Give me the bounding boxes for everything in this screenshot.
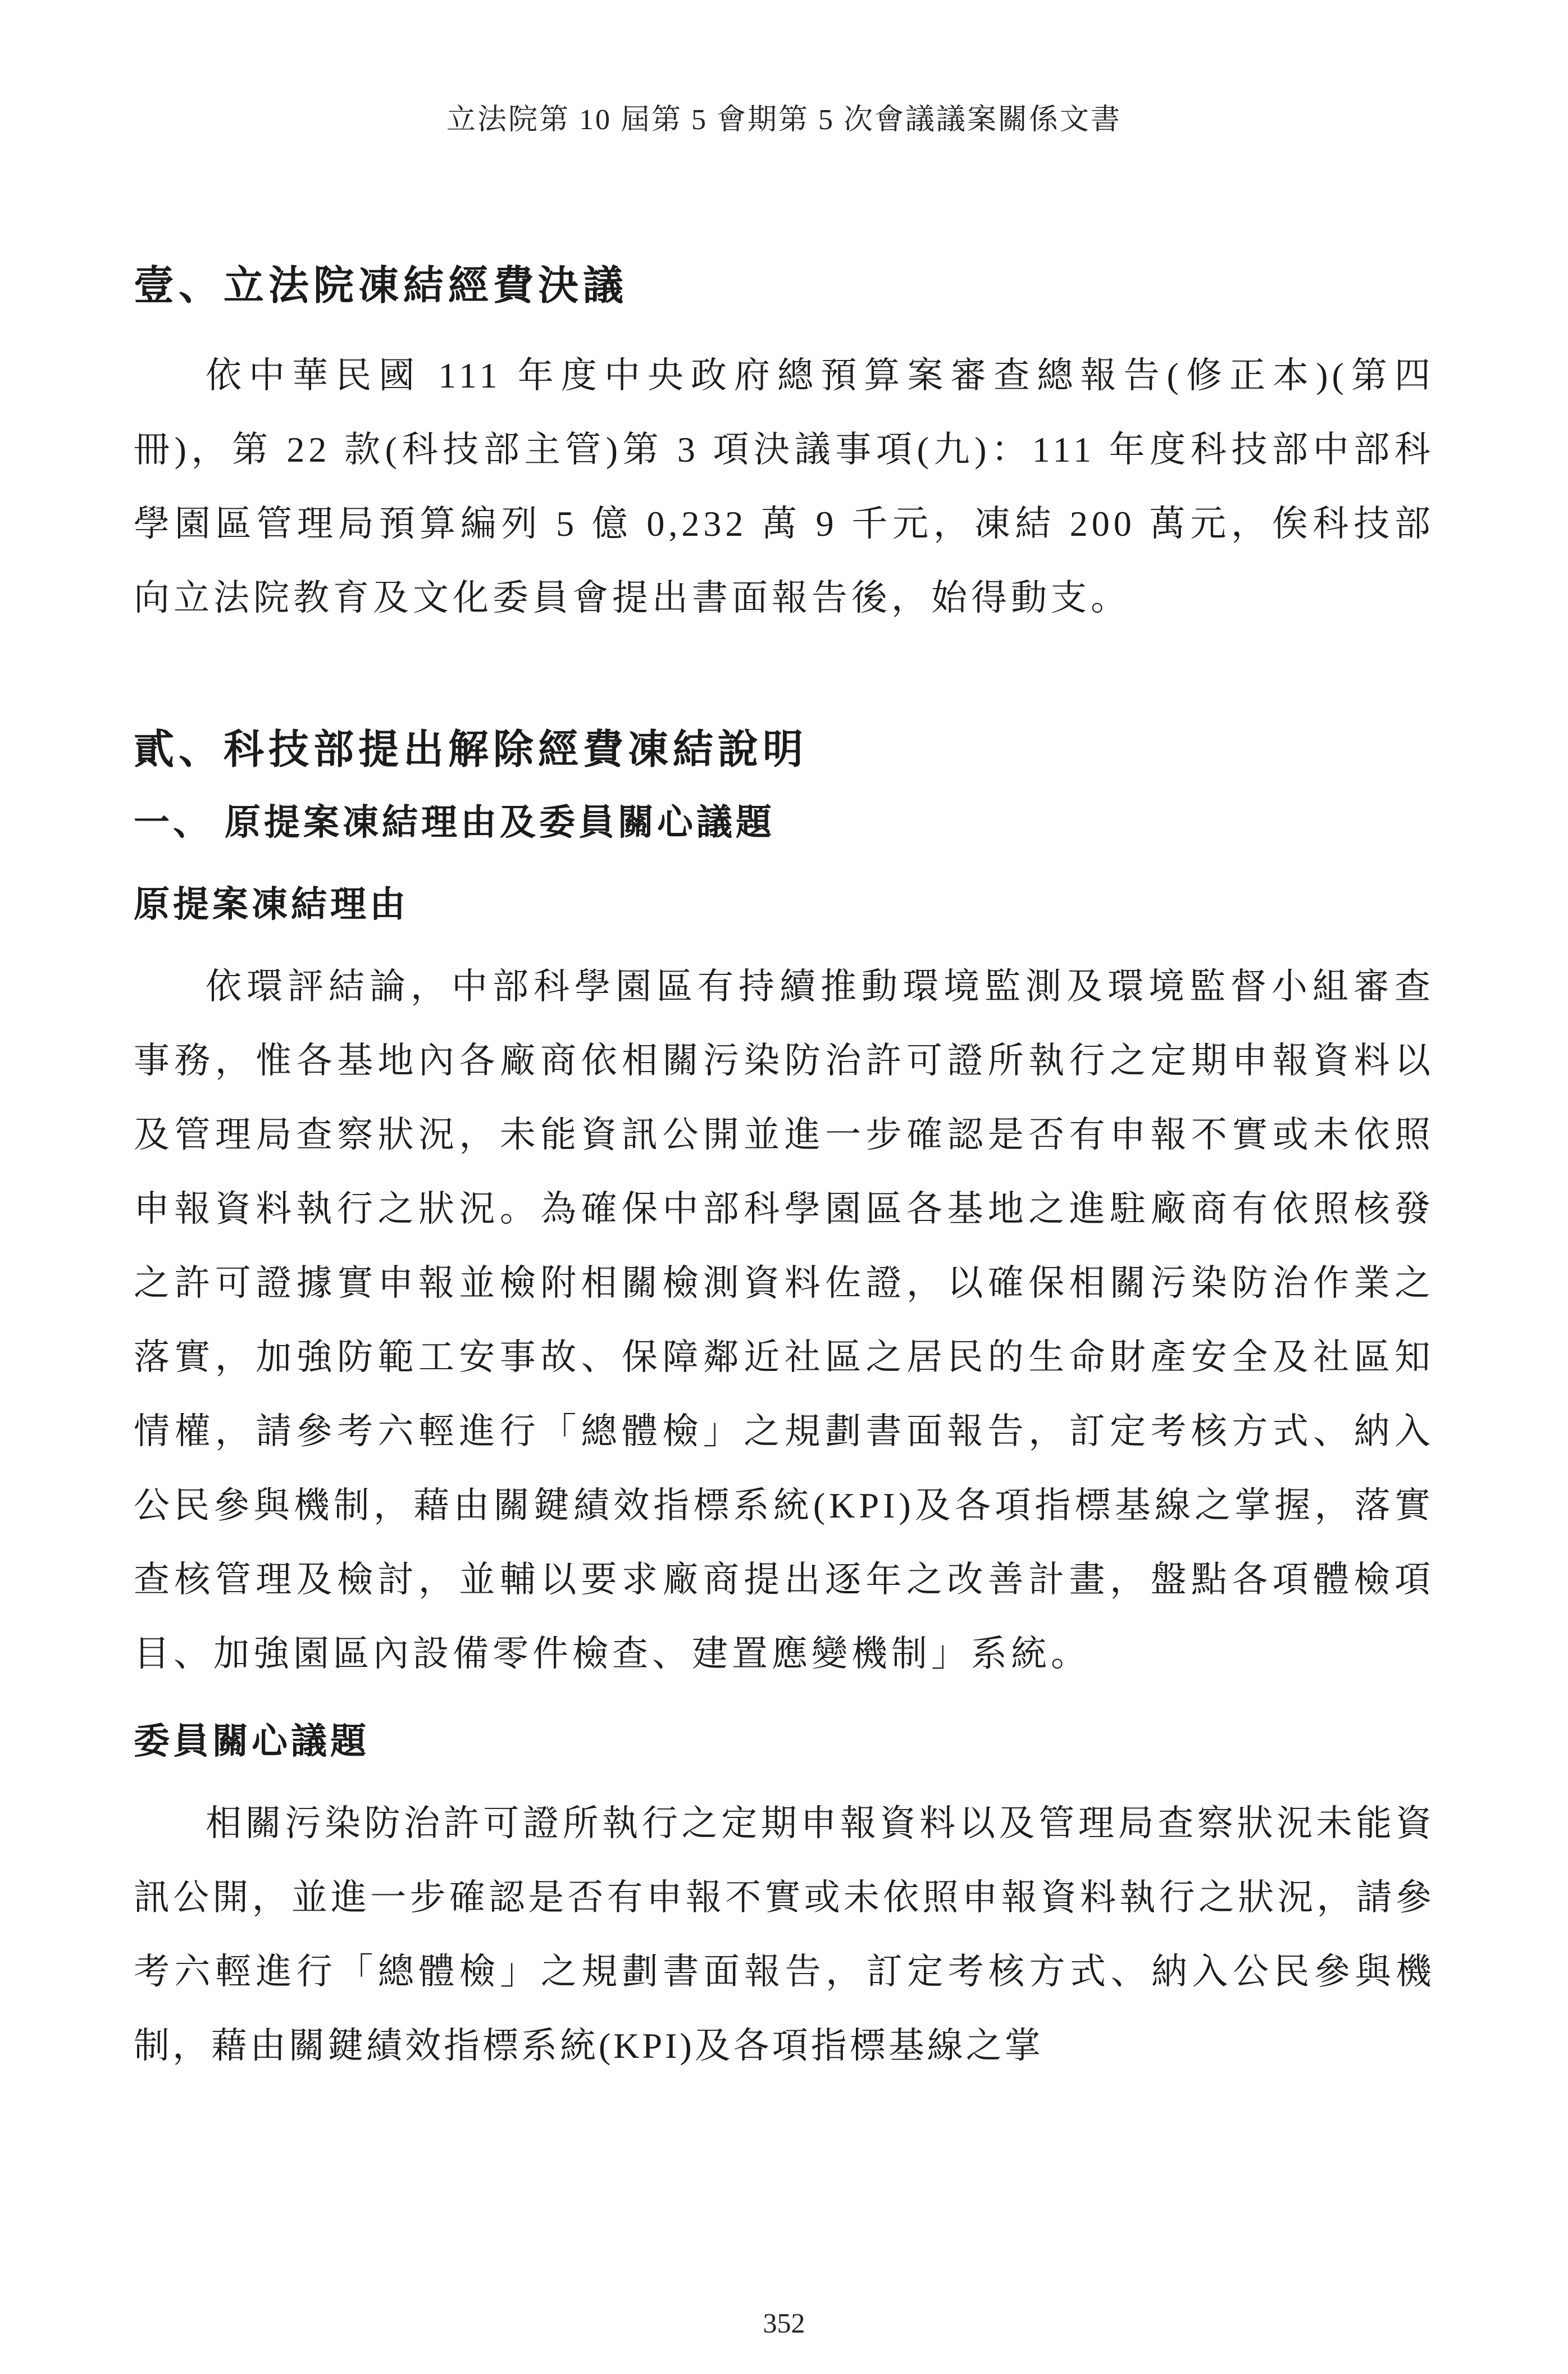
section-1-paragraph: 依中華民國 111 年度中央政府總預算案審查總報告(修正本)(第四冊)，第 22 款(科技部主管)第 3 項決議事項(九)：111 年度科技部中部科學園區管理局預算編列 5 億 0,232 萬 9 千元，凍結 200 萬元，俟科技部向立法院教育及文化委員會提出書面報告後，始得動支。 <box>134 356 1434 618</box>
committee-concern-heading: 委員關心議題 <box>134 1721 370 1761</box>
committee-concern-paragraph: 相關污染防治許可證所執行之定期申報資料以及管理局查察狀況未能資訊公開，並進一步確認是否有申報不實或未依照申報資料執行之狀況，請參考六輕進行「總體檢」之規劃書面報告，訂定考核方式、納入公民參與機制，藉由關鍵績效指標系統(KPI)及各項指標基線之掌 <box>134 1803 1434 2066</box>
freeze-reason-heading: 原提案凍結理由 <box>134 885 409 924</box>
freeze-reason-paragraph: 依環評結論，中部科學園區有持續推動環境監測及環境監督小組審查事務，惟各基地內各廠商依相關污染防治許可證所執行之定期申報資料以及管理局查察狀況，未能資訊公開並進一步確認是否有申報不實或未依照申報資料執行之狀況。為確保中部科學園區各基地之進駐廠商有依照核發之許可證據實申報並檢附相關檢測資料佐證，以確保相關污染防治作業之落實，加強防範工安事故、保障鄰近社區之居民的生命財產安全及社區知情權，請參考六輕進行「總體檢」之規劃書面報告，訂定考核方式、納入公民參與機制，藉由關鍵績效指標系統(KPI)及各項指標基線之掌握，落實查核管理及檢討，並輔以要求廠商提出逐年之改善計畫，盤點各項體檢項目、加強園區內設備零件檢查、建置應變機制」系統。 <box>134 967 1434 1674</box>
subsection-1-heading: 一、 原提案凍結理由及委員關心議題 <box>134 803 775 842</box>
document-header-title: 立法院第 10 屆第 5 會期第 5 次會議議案關係文書 <box>446 104 1122 136</box>
section-2-heading: 貳、科技部提出解除經費凍結說明 <box>134 727 808 772</box>
section-1-heading: 壹、立法院凍結經費決議 <box>134 263 628 308</box>
page-number: 352 <box>763 2307 805 2339</box>
